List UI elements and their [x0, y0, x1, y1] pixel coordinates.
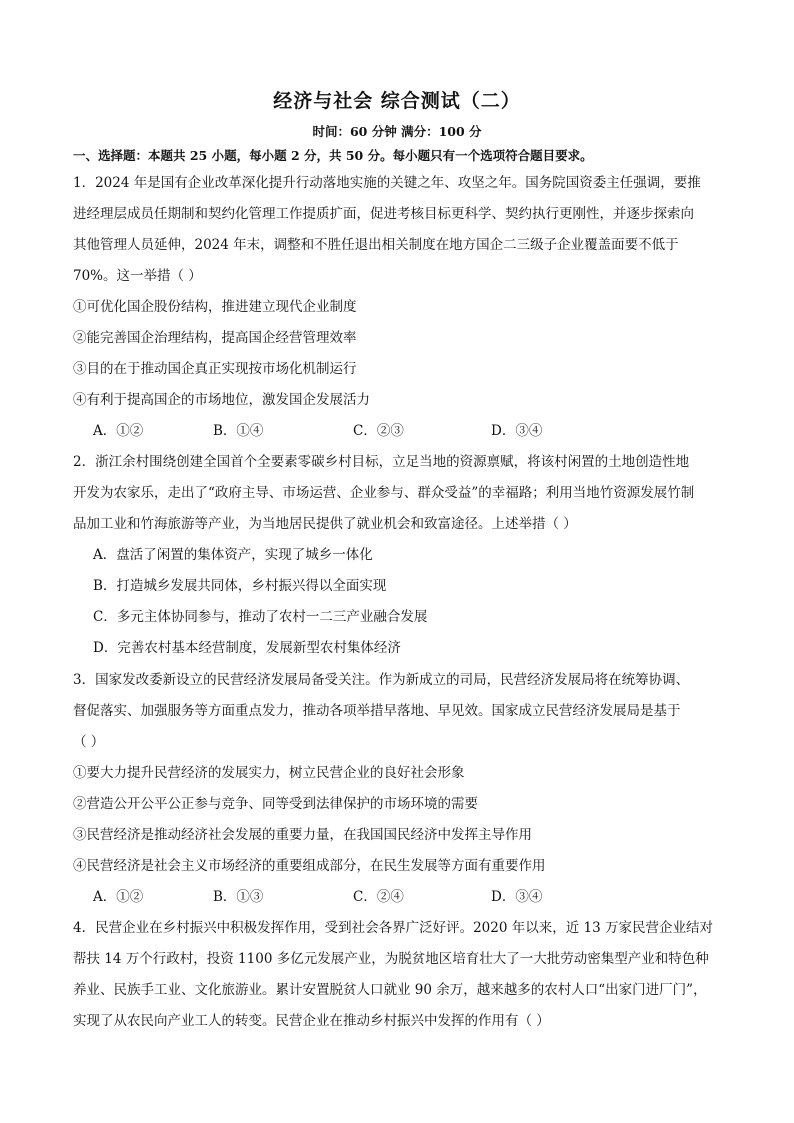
question-3-statement: ④民营经济是社会主义市场经济的重要组成部分，在民生发展等方面有重要作用	[73, 858, 546, 874]
question-1-stem-line: 进经理层成员任期制和契约化管理工作提质扩面，促进考核目标更科学、契约执行更刚性，并逐步探索向	[73, 206, 694, 222]
question-4-stem-line: 4．民营企业在乡村振兴中积极发挥作用，受到社会各界广泛好评。2020 年以来，近 13 万家民营企业结对	[73, 920, 713, 936]
exam-meta: 时间：60 分钟 满分：100 分	[312, 124, 482, 139]
choice-a[interactable]: A．盘活了闲置的集体资产，实现了城乡一体化	[93, 547, 373, 563]
question-4	[73, 913, 733, 1037]
question-4-stem-line: 帮扶 14 万个行政村，投资 1100 多亿元发展产业，为脱贫地区培育壮大了一大批劳动密集型产业和特色种	[73, 951, 709, 967]
question-2-stem-line: 2．浙江余村围绕创建全国首个全要素零碳乡村目标，立足当地的资源禀赋，将该村闲置的土地创造性地	[73, 454, 690, 470]
question-1-statement: ①可优化国企股份结构，推进建立现代企业制度	[73, 299, 357, 315]
question-4-stem-line: 养业、民族手工业、文化旅游业。累计安置脱贫人口就业 90 余万，越来越多的农村人口“出家门进厂门”，	[73, 982, 707, 998]
question-3-statement: ①要大力提升民营经济的发展实力，树立民营企业的良好社会形象	[73, 765, 465, 781]
choice-d[interactable]: D．完善农村基本经营制度，发展新型农村集体经济	[93, 640, 401, 656]
question-4-stem-line: 实现了从农民向产业工人的转变。民营企业在推动乡村振兴中发挥的作用有（ ）	[73, 1013, 550, 1029]
question-3-stem-line: 督促落实、加强服务等方面重点发力，推动各项举措早落地、早见效。国家成立民营经济发展局是基于	[73, 703, 681, 719]
question-3-choices	[73, 882, 733, 913]
choice-b[interactable]: B．①④	[213, 423, 264, 439]
choice-b[interactable]: B．打造城乡发展共同体，乡村振兴得以全面实现	[93, 578, 387, 594]
question-1	[73, 168, 733, 447]
question-1-stem-line: 70%。这一举措（ ）	[73, 268, 202, 284]
choice-d[interactable]: D．③④	[491, 423, 543, 439]
question-2	[73, 447, 733, 664]
choice-a[interactable]: A．①②	[93, 423, 144, 439]
question-2-stem-line: 开发为农家乐，走出了“政府主导、市场运营、企业参与、群众受益”的幸福路；利用当地竹资源发展竹制	[73, 485, 695, 501]
question-1-stem-line: 其他管理人员延伸，2024 年末，调整和不胜任退出相关制度在地方国企二三级子企业覆盖面要不低于	[73, 237, 679, 253]
choice-b[interactable]: B．①③	[213, 889, 264, 905]
question-3-statement: ③民营经济是推动经济社会发展的重要力量，在我国国民经济中发挥主导作用	[73, 827, 532, 843]
section-instruction: 一、选择题：本题共 25 小题，每小题 2 分，共 50 分。每小题只有一个选项符合题目要求。	[73, 148, 593, 163]
choice-d[interactable]: D．③④	[491, 889, 543, 905]
page-title: 经济与社会 综合测试（二）	[273, 90, 521, 112]
question-1-statement: ④有利于提高国企的市场地位，激发国企发展活力	[73, 392, 370, 408]
question-1-choices	[73, 416, 733, 447]
choice-c[interactable]: C．多元主体协同参与，推动了农村一二三产业融合发展	[93, 609, 428, 625]
question-1-statement: ③目的在于推动国企真正实现按市场化机制运行	[73, 361, 357, 377]
question-3-statement: ②营造公开公平公正参与竞争、同等受到法律保护的市场环境的需要	[73, 796, 478, 812]
choice-c[interactable]: C．②③	[353, 423, 404, 439]
question-3-stem-line: （ ）	[73, 734, 105, 750]
question-3	[73, 665, 733, 913]
choice-c[interactable]: C．②④	[353, 889, 404, 905]
question-2-stem-line: 品加工业和竹海旅游等产业，为当地居民提供了就业机会和致富途径。上述举措（ ）	[73, 516, 577, 532]
question-3-stem-line: 3．国家发改委新设立的民营经济发展局备受关注。作为新成立的司局，民营经济发展局将在统筹协调、	[73, 672, 690, 688]
choice-a[interactable]: A．①②	[93, 889, 144, 905]
question-1-stem-line: 1．2024 年是国有企业改革深化提升行动落地实施的关键之年、攻坚之年。国务院国资委主任强调，要推	[73, 175, 701, 191]
question-1-statement: ②能完善国企治理结构，提高国企经营管理效率	[73, 330, 357, 346]
